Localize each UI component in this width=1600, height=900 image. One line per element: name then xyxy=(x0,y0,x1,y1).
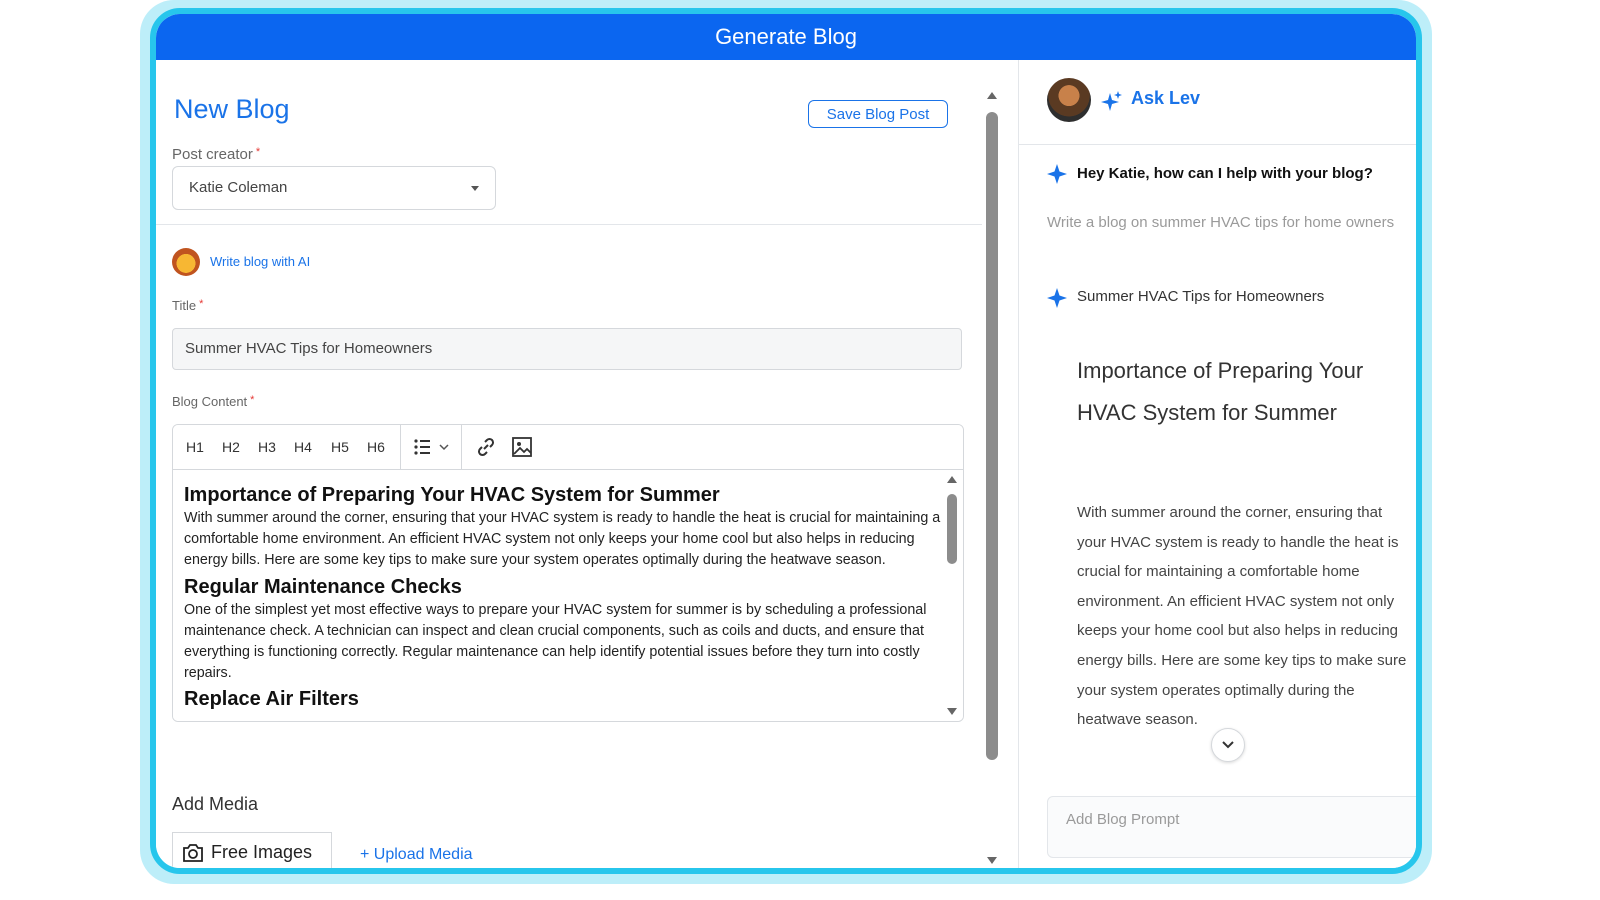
header-title: Generate Blog xyxy=(715,24,857,49)
title-label xyxy=(172,298,203,313)
blog-content-label-text: Blog Content xyxy=(172,394,248,409)
scroll-down-arrow-icon[interactable] xyxy=(987,857,997,864)
upload-media-link[interactable]: + Upload Media xyxy=(360,846,473,863)
blog-content-label xyxy=(172,394,254,409)
post-creator-label xyxy=(172,146,260,163)
assistant-response-paragraph: With summer around the corner, ensuring that your HVAC system is ready to handle the heat is crucial for maintaining a comfortable home environment. An efficient HVAC system not only keeps your home cool but also helps in reducing energy bills. Here are some key tips to make sure your system operates optimally during the heatwave season. xyxy=(1077,504,1407,729)
link-icon[interactable] xyxy=(475,436,497,463)
title-label-text: Title xyxy=(172,298,197,313)
blog-prompt-input[interactable]: Add Blog Prompt xyxy=(1047,796,1422,858)
content-paragraph: With summer around the corner, ensuring that your HVAC system is ready to handle the heat is crucial for maintaining a comfortable home environment. An efficient HVAC system not only keeps your home cool but also helps in reducing energy bills. Here are some key tips to make sure your system operates optimally during the heatwave season. xyxy=(184,510,941,569)
write-blog-with-ai-link[interactable]: Write blog with AI xyxy=(210,254,311,269)
add-media-label: Add Media xyxy=(172,794,259,814)
h5-button[interactable]: H5 xyxy=(331,439,349,455)
toolbar-separator xyxy=(461,425,462,469)
assistant-divider xyxy=(1019,144,1416,145)
post-creator-select[interactable] xyxy=(172,166,496,210)
blog-content-editor xyxy=(172,424,964,722)
h3-button[interactable]: H3 xyxy=(258,439,276,455)
assistant-response-heading: Importance of Preparing Your HVAC System for Summer xyxy=(1077,358,1364,425)
page-title: New Blog xyxy=(174,94,290,124)
scroll-down-arrow-icon[interactable] xyxy=(947,708,957,715)
form-scroll-thumb[interactable] xyxy=(986,112,998,760)
camera-icon xyxy=(181,842,205,864)
editor-scrollbar[interactable] xyxy=(941,470,963,721)
assistant-panel xyxy=(1019,60,1416,868)
post-creator-label-text: Post creator xyxy=(172,146,253,163)
scroll-to-bottom-button[interactable] xyxy=(1211,728,1245,762)
ask-lev-title: Ask Lev xyxy=(1131,88,1201,108)
content-heading: Regular Maintenance Checks xyxy=(184,575,462,598)
h4-button[interactable]: H4 xyxy=(294,439,312,455)
chevron-down-icon xyxy=(1222,741,1234,749)
scroll-up-arrow-icon[interactable] xyxy=(987,92,997,99)
required-mark: * xyxy=(199,298,204,310)
assistant-greeting: Hey Katie, how can I help with your blog? xyxy=(1077,165,1373,182)
bulleted-list-icon[interactable] xyxy=(413,436,453,463)
scroll-up-arrow-icon[interactable] xyxy=(947,476,957,483)
h6-button[interactable]: H6 xyxy=(367,439,385,455)
form-scrollbar[interactable] xyxy=(982,88,1002,868)
required-mark: * xyxy=(250,394,255,406)
user-avatar xyxy=(1047,78,1091,122)
section-divider xyxy=(156,224,982,225)
sparkle-icon xyxy=(1047,288,1067,308)
user-prompt-message: Write a blog on summer HVAC tips for home owners xyxy=(1047,214,1395,231)
editor-scroll-thumb[interactable] xyxy=(947,494,957,564)
sparkle-icon xyxy=(1101,90,1123,112)
editor-content[interactable] xyxy=(173,470,941,721)
app-window xyxy=(150,8,1422,874)
free-images-label: Free Images xyxy=(211,842,313,862)
assistant-response-title: Summer HVAC Tips for Homeowners xyxy=(1077,288,1325,305)
caret-down-icon xyxy=(471,186,479,191)
editor-toolbar xyxy=(173,425,963,470)
post-creator-value: Katie Coleman xyxy=(189,179,288,196)
lion-avatar-icon xyxy=(172,248,200,276)
required-mark: * xyxy=(255,146,261,158)
toolbar-separator xyxy=(400,425,401,469)
free-images-tab[interactable] xyxy=(172,832,332,872)
title-input[interactable]: Summer HVAC Tips for Homeowners xyxy=(172,328,962,370)
sparkle-icon xyxy=(1047,164,1067,184)
content-paragraph: One of the simplest yet most effective ways to prepare your HVAC system for summer is by scheduling a professional maintenance check. A technician can inspect and clean crucial components, such as coils and ducts, and ensure that everything is functioning correctly. Regular maintenance can help identify potential issues before they turn into costly repairs. xyxy=(184,601,927,682)
image-icon[interactable] xyxy=(511,436,533,463)
app-header xyxy=(156,14,1416,60)
save-blog-post-button[interactable]: Save Blog Post xyxy=(808,100,948,128)
h1-button[interactable]: H1 xyxy=(186,439,204,455)
content-heading: Replace Air Filters xyxy=(184,688,359,711)
h2-button[interactable]: H2 xyxy=(222,439,240,455)
content-heading: Importance of Preparing Your HVAC System for Summer xyxy=(184,484,720,506)
